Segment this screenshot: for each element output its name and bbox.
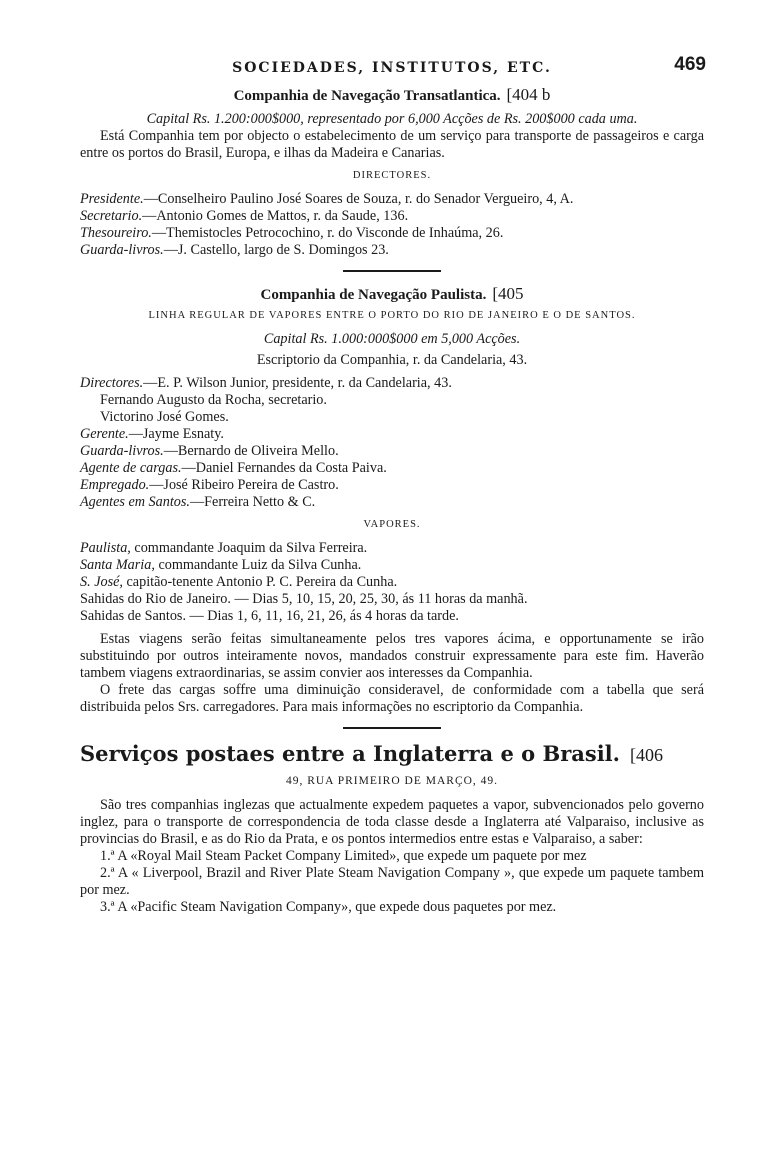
line-subtitle: LINHA REGULAR DE VAPORES ENTRE O PORTO DO RIO DE JANEIRO E O DE SANTOS. [148, 310, 636, 322]
ship-line [80, 574, 704, 591]
intro-paragraph: São tres companhias inglezas que actualmente expedem paquetes a vapor, subvencionados pelo governo inglez, para o transporte de correspondencia de toda classe desde a Inglaterra até Valparaiso, inclusive as provincias do Brasil, e as do Rio da Prata, e os pontos intermedios entre estas e Valparaiso, a saber: [80, 796, 704, 847]
director-text: —E. P. Wilson Junior, presidente, r. da Candelaria, 43. [143, 375, 452, 392]
company-item: 1.ª A «Royal Mail Steam Packet Company Limited», que expede um paquete por mez [100, 847, 587, 864]
section-ref: [404 b [506, 84, 551, 104]
staff-line [80, 494, 704, 511]
staff-text: —José Ribeiro Pereira de Castro. [149, 477, 339, 494]
ship-commander: commandante Luiz da Silva Cunha. [154, 556, 362, 573]
object-paragraph: Está Companhia tem por objecto o estabelecimento de um serviço para transporte de passageiros e carga entre os portos do Brasil, Europa, e ilhas da Madeira e Canarias. [80, 128, 704, 162]
section-ref: [406 [629, 745, 663, 766]
director-line [80, 191, 704, 208]
staff-role: Agentes em Santos. [80, 494, 190, 511]
page-number: 469 [674, 54, 706, 75]
director-line [80, 225, 704, 242]
staff-line [80, 443, 704, 460]
director-text: —J. Castello, largo de S. Domingos 23. [163, 241, 389, 258]
section-ref: [405 [492, 284, 524, 303]
section-divider [343, 727, 441, 729]
staff-line [80, 460, 704, 477]
director-line: Victorino José Gomes. [100, 409, 229, 426]
running-header [80, 54, 706, 77]
ship-line [80, 557, 704, 574]
staff-line [80, 477, 704, 494]
ship-commander: commandante Joaquim da Silva Ferreira. [130, 539, 368, 556]
freight-paragraph: O frete das cargas soffre uma diminuição consideravel, de conformidade com a tabella que será distribuida pelos Srs. carregadores. Para mais informações no escriptorio da Companhia. [80, 682, 704, 716]
director-role: Presidente. [80, 190, 144, 207]
voyages-paragraph: Estas viagens serão feitas simultaneamente pelos tres vapores ácima, e opportunamente se irão substituindo por outros inteiramente novos, mandados construir expressamente para este fim. Haverão tambem viagens extraordinarias, se assim convier aos interesses da Companhia. [80, 631, 704, 682]
director-line [80, 208, 704, 225]
director-line [80, 242, 704, 259]
staff-text: —Jayme Esnaty. [128, 426, 224, 443]
director-text: —Antonio Gomes de Mattos, r. da Saude, 136. [142, 207, 409, 224]
section-title: Serviços postaes entre a Inglaterra e o Brasil. [80, 741, 620, 767]
director-text: —Conselheiro Paulino José Soares de Souza, r. do Senador Vergueiro, 4, A. [143, 190, 574, 207]
staff-text: —Bernardo de Oliveira Mello. [163, 443, 339, 460]
capital-line: Capital Rs. 1.200:000$000, representado por 6,000 Acções de Rs. 200$000 cada uma. [146, 111, 638, 128]
capital-line: Capital Rs. 1.000:000$000 em 5,000 Acções. [263, 330, 521, 347]
ship-name: Santa Maria, [80, 556, 155, 573]
staff-role: Agente de cargas. [80, 460, 182, 477]
director-role: Guarda-livros. [80, 241, 164, 258]
vapores-heading: VAPORES. [363, 519, 421, 531]
staff-role: Guarda-livros. [80, 443, 164, 460]
schedule-rio: Sahidas do Rio de Janeiro. — Dias 5, 10, 15, 20, 25, 30, ás 11 horas da manhã. [80, 590, 528, 607]
running-title: SOCIEDADES, INSTITUTOS, ETC. [232, 60, 552, 76]
staff-text: —Daniel Fernandes da Costa Paiva. [181, 460, 387, 477]
section-406-heading [80, 741, 704, 767]
company-item: 3.ª A «Pacific Steam Navigation Company», que expede dous paquetes por mez. [100, 898, 557, 915]
director-role: Secretario. [80, 207, 143, 224]
schedule-santos: Sahidas de Santos. — Dias 1, 6, 11, 16, 21, 26, ás 4 horas da tarde. [80, 608, 459, 625]
section-title: Companhia de Navegação Paulista. [260, 287, 487, 303]
ship-line [80, 540, 704, 557]
section-title: Companhia de Navegação Transatlantica. [233, 87, 501, 104]
address-line: 49, RUA PRIMEIRO DE MARÇO, 49. [285, 774, 499, 787]
director-line: Fernando Augusto da Rocha, secretario. [100, 392, 327, 409]
staff-role: Gerente. [80, 426, 129, 443]
office-line: Escriptorio da Companhia, r. da Candelaria, 43. [256, 352, 528, 369]
ship-name: S. José, [80, 573, 123, 590]
director-line [80, 375, 704, 392]
section-divider [343, 270, 441, 272]
section-405-heading [80, 284, 704, 304]
staff-text: —Ferreira Netto & C. [189, 494, 316, 511]
staff-role: Empregado. [80, 477, 150, 494]
director-role: Thesoureiro. [80, 224, 152, 241]
ship-name: Paulista, [80, 539, 131, 556]
director-role: Directores. [80, 375, 144, 392]
section-404-heading [80, 85, 704, 105]
ship-commander: capitão-tenente Antonio P. C. Pereira da Cunha. [122, 573, 398, 590]
staff-line [80, 426, 704, 443]
company-item: 2.ª A « Liverpool, Brazil and River Plate Steam Navigation Company », que expede um paquete tambem por mez. [80, 864, 704, 898]
director-text: —Themistocles Petrocochino, r. do Visconde de Inhaúma, 26. [151, 224, 504, 241]
directors-heading: DIRECTORES. [352, 170, 432, 182]
